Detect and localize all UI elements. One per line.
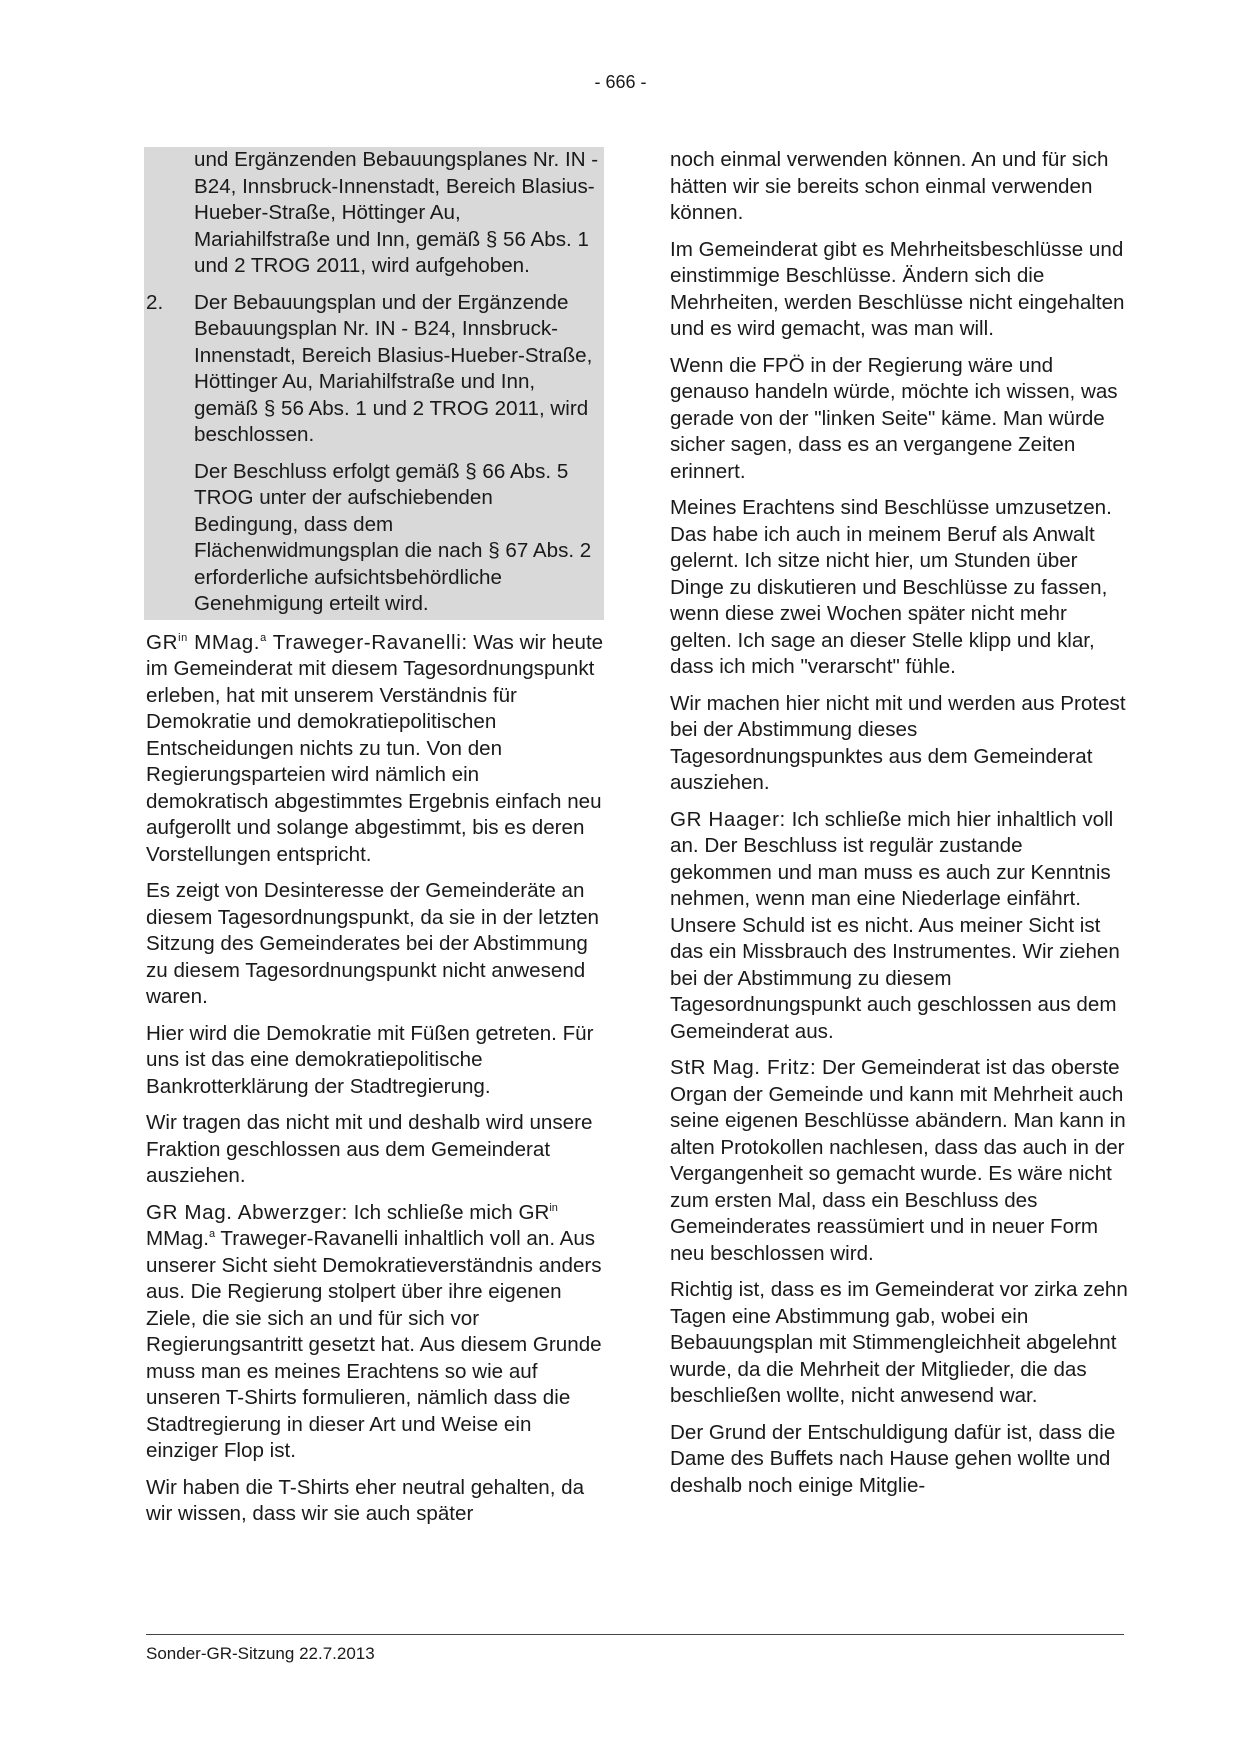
speaker-sup: in [178, 631, 188, 644]
paragraph: Wenn die FPÖ in der Regierung wäre und genauso handeln würde, möchte ich wissen, was gerade von der "linken Seite" käme. Man würde sicher sagen, dass es an vergangene Zeiten erinnert. [670, 353, 1118, 483]
paragraph: Es zeigt von Desinteresse der Gemeinderäte an diesem Tagesordnungspunkt, da sie in der letzten Sitzung des Gemeinderates bei der Abstimmung zu diesem Tagesordnungspunkt nicht anwesend waren. [146, 879, 599, 1008]
speech-haager [670, 807, 1128, 1046]
left-column [146, 147, 604, 1528]
speech-text: Der Gemeinderat ist das oberste Organ der Gemeinde und kann mit Mehrheit auch seine eigenen Beschlüsse abändern. Man kann in alten Protokollen nachlesen, dass das auch in der Vergangenheit so gemacht wurde. Es wäre nicht zum ersten Mal, dass ein Beschluss des Gemeinderates reassümiert und in neuer Form neu beschlossen wird. [670, 1056, 1126, 1265]
speech-traweger-ravanelli [146, 630, 604, 869]
speech-fritz [670, 1055, 1128, 1267]
speaker-name: GR Mag. Abwerzger: [146, 1200, 348, 1224]
speaker-sup: a [260, 631, 267, 644]
resolution-box [144, 147, 604, 620]
paragraph: Meines Erachtens sind Beschlüsse umzusetzen. Das habe ich auch in meinem Beruf als Anwalt gelernt. Ich sitze nicht hier, um Stunden über Dinge zu diskutieren und Beschlüsse zu fassen, wenn diese zwei Wochen später nicht mehr gelten. Ich sage an dieser Stelle klipp und klar, dass ich mich "verarscht" fühle. [670, 496, 1112, 678]
paragraph: Richtig ist, dass es im Gemeinderat vor zirka zehn Tagen eine Abstimmung gab, wobei ein Bebauungsplan mit Stimmengleichheit abgelehnt wurde, da die Mehrheit der Mitglieder, die das beschließen wollte, nicht anwesend war. [670, 1278, 1128, 1407]
speech-text: Traweger-Ravanelli inhaltlich voll an. Aus unserer Sicht sieht Demokratieverständnis anders aus. Die Regierung stolpert über ihre eigenen Ziele, die sie sich an und für sich vor Regierungsantritt gesetzt hat. Aus diesem Grunde muss man es meines Erachtens so wie auf unseren T-Shirts formulieren, nämlich dass die Stadtregierung in dieser Art und Weise ein einziger Flop ist. [146, 1227, 602, 1462]
paragraph: Wir haben die T-Shirts eher neutral gehalten, da wir wissen, dass wir sie auch später [146, 1475, 585, 1525]
paragraph: Wir tragen das nicht mit und deshalb wird unsere Fraktion geschlossen aus dem Gemeinderat ausziehen. [146, 1111, 593, 1187]
speech-text: Was wir heute im Gemeinderat mit diesem Tagesordnungspunkt erleben, hat mit unserem Verständnis für Demokratie und demokratiepolitischen Entscheidungen nichts zu tun. Von den Regierungsparteien wird nämlich ein demokratisch abgestimmtes Ergebnis einfach neu aufgerollt und solange abgestimmt, bis es deren Vorstellungen entspricht. [146, 630, 604, 866]
right-column [670, 147, 1128, 1499]
speaker-title: GR [146, 630, 179, 654]
speech-abwerzger [146, 1200, 604, 1465]
text-sup: in [549, 1201, 558, 1214]
speaker-name: StR Mag. Fritz: [670, 1056, 817, 1079]
speaker-name: GR Haager: [670, 807, 786, 831]
resolution-item-1-continuation: und Ergänzenden Bebauungsplanes Nr. IN - B24, Innsbruck-Innenstadt, Bereich Blasius-Hueber-Straße, Höttinger Au, Mariahilfstraße und Inn, gemäß § 56 Abs. 1 und 2 TROG 2011, wird aufgehoben. [194, 148, 599, 277]
paragraph: Im Gemeinderat gibt es Mehrheitsbeschlüsse und einstimmige Beschlüsse. Ändern sich die Mehrheiten, werden Beschlüsse nicht eingehalten und es wird gemacht, was man will. [670, 237, 1125, 340]
footer-divider [146, 1634, 1124, 1635]
speaker-degree: MMag. [187, 630, 261, 654]
speech-text: Ich schließe mich GR [347, 1200, 550, 1224]
page-number: - 666 - [594, 72, 647, 92]
footer-session-label: Sonder-GR-Sitzung 22.7.2013 [146, 1644, 375, 1663]
text-sup: a [208, 1228, 216, 1240]
speaker-surname: Traweger-Ravanelli: [266, 630, 468, 654]
paragraph: Hier wird die Demokratie mit Füßen getreten. Für uns ist das eine demokratiepolitische Bankrotterklärung der Stadtregierung. [146, 1021, 594, 1098]
resolution-item-2 [146, 290, 602, 449]
speech-text: MMag. [146, 1227, 209, 1250]
paragraph: noch einmal verwenden können. An und für sich hätten wir sie bereits schon einmal verwenden können. [670, 148, 1109, 224]
paragraph: Wir machen hier nicht mit und werden aus Protest bei der Abstimmung dieses Tagesordnungspunktes aus dem Gemeinderat ausziehen. [670, 691, 1126, 794]
speech-text: Ich schließe mich hier inhaltlich voll an. Der Beschluss ist regulär zustande gekommen und man muss es auch zur Kenntnis nehmen, wenn man eine Niederlage einfährt. Unsere Schuld ist es nicht. Aus meiner Sicht ist das ein Missbrauch des Instrumentes. Wir ziehen bei der Abstimmung zu diesem Tagesordnungspunkt auch geschlossen aus dem Gemeinderat aus. [670, 807, 1120, 1043]
speaker-name [146, 631, 468, 654]
resolution-condition: Der Beschluss erfolgt gemäß § 66 Abs. 5 TROG unter der aufschiebenden Bedingung, dass dem Flächenwidmungsplan die nach § 67 Abs. 2 erforderliche aufsichtsbehördliche Genehmigung erteilt wird. [194, 459, 592, 615]
resolution-item-2-number: 2. [146, 290, 164, 314]
resolution-item-2-text: Der Bebauungsplan und der Ergänzende Bebauungsplan Nr. IN - B24, Innsbruck-Innenstadt, Bereich Blasius-Hueber-Straße, Höttinger Au, Mariahilfstraße und Inn, gemäß § 56 Abs. 1 und 2 TROG 2011, wird beschlossen. [194, 290, 593, 446]
paragraph: Der Grund der Entschuldigung dafür ist, dass die Dame des Buffets nach Hause gehen wollte und deshalb noch einige Mitglie- [670, 1420, 1116, 1497]
